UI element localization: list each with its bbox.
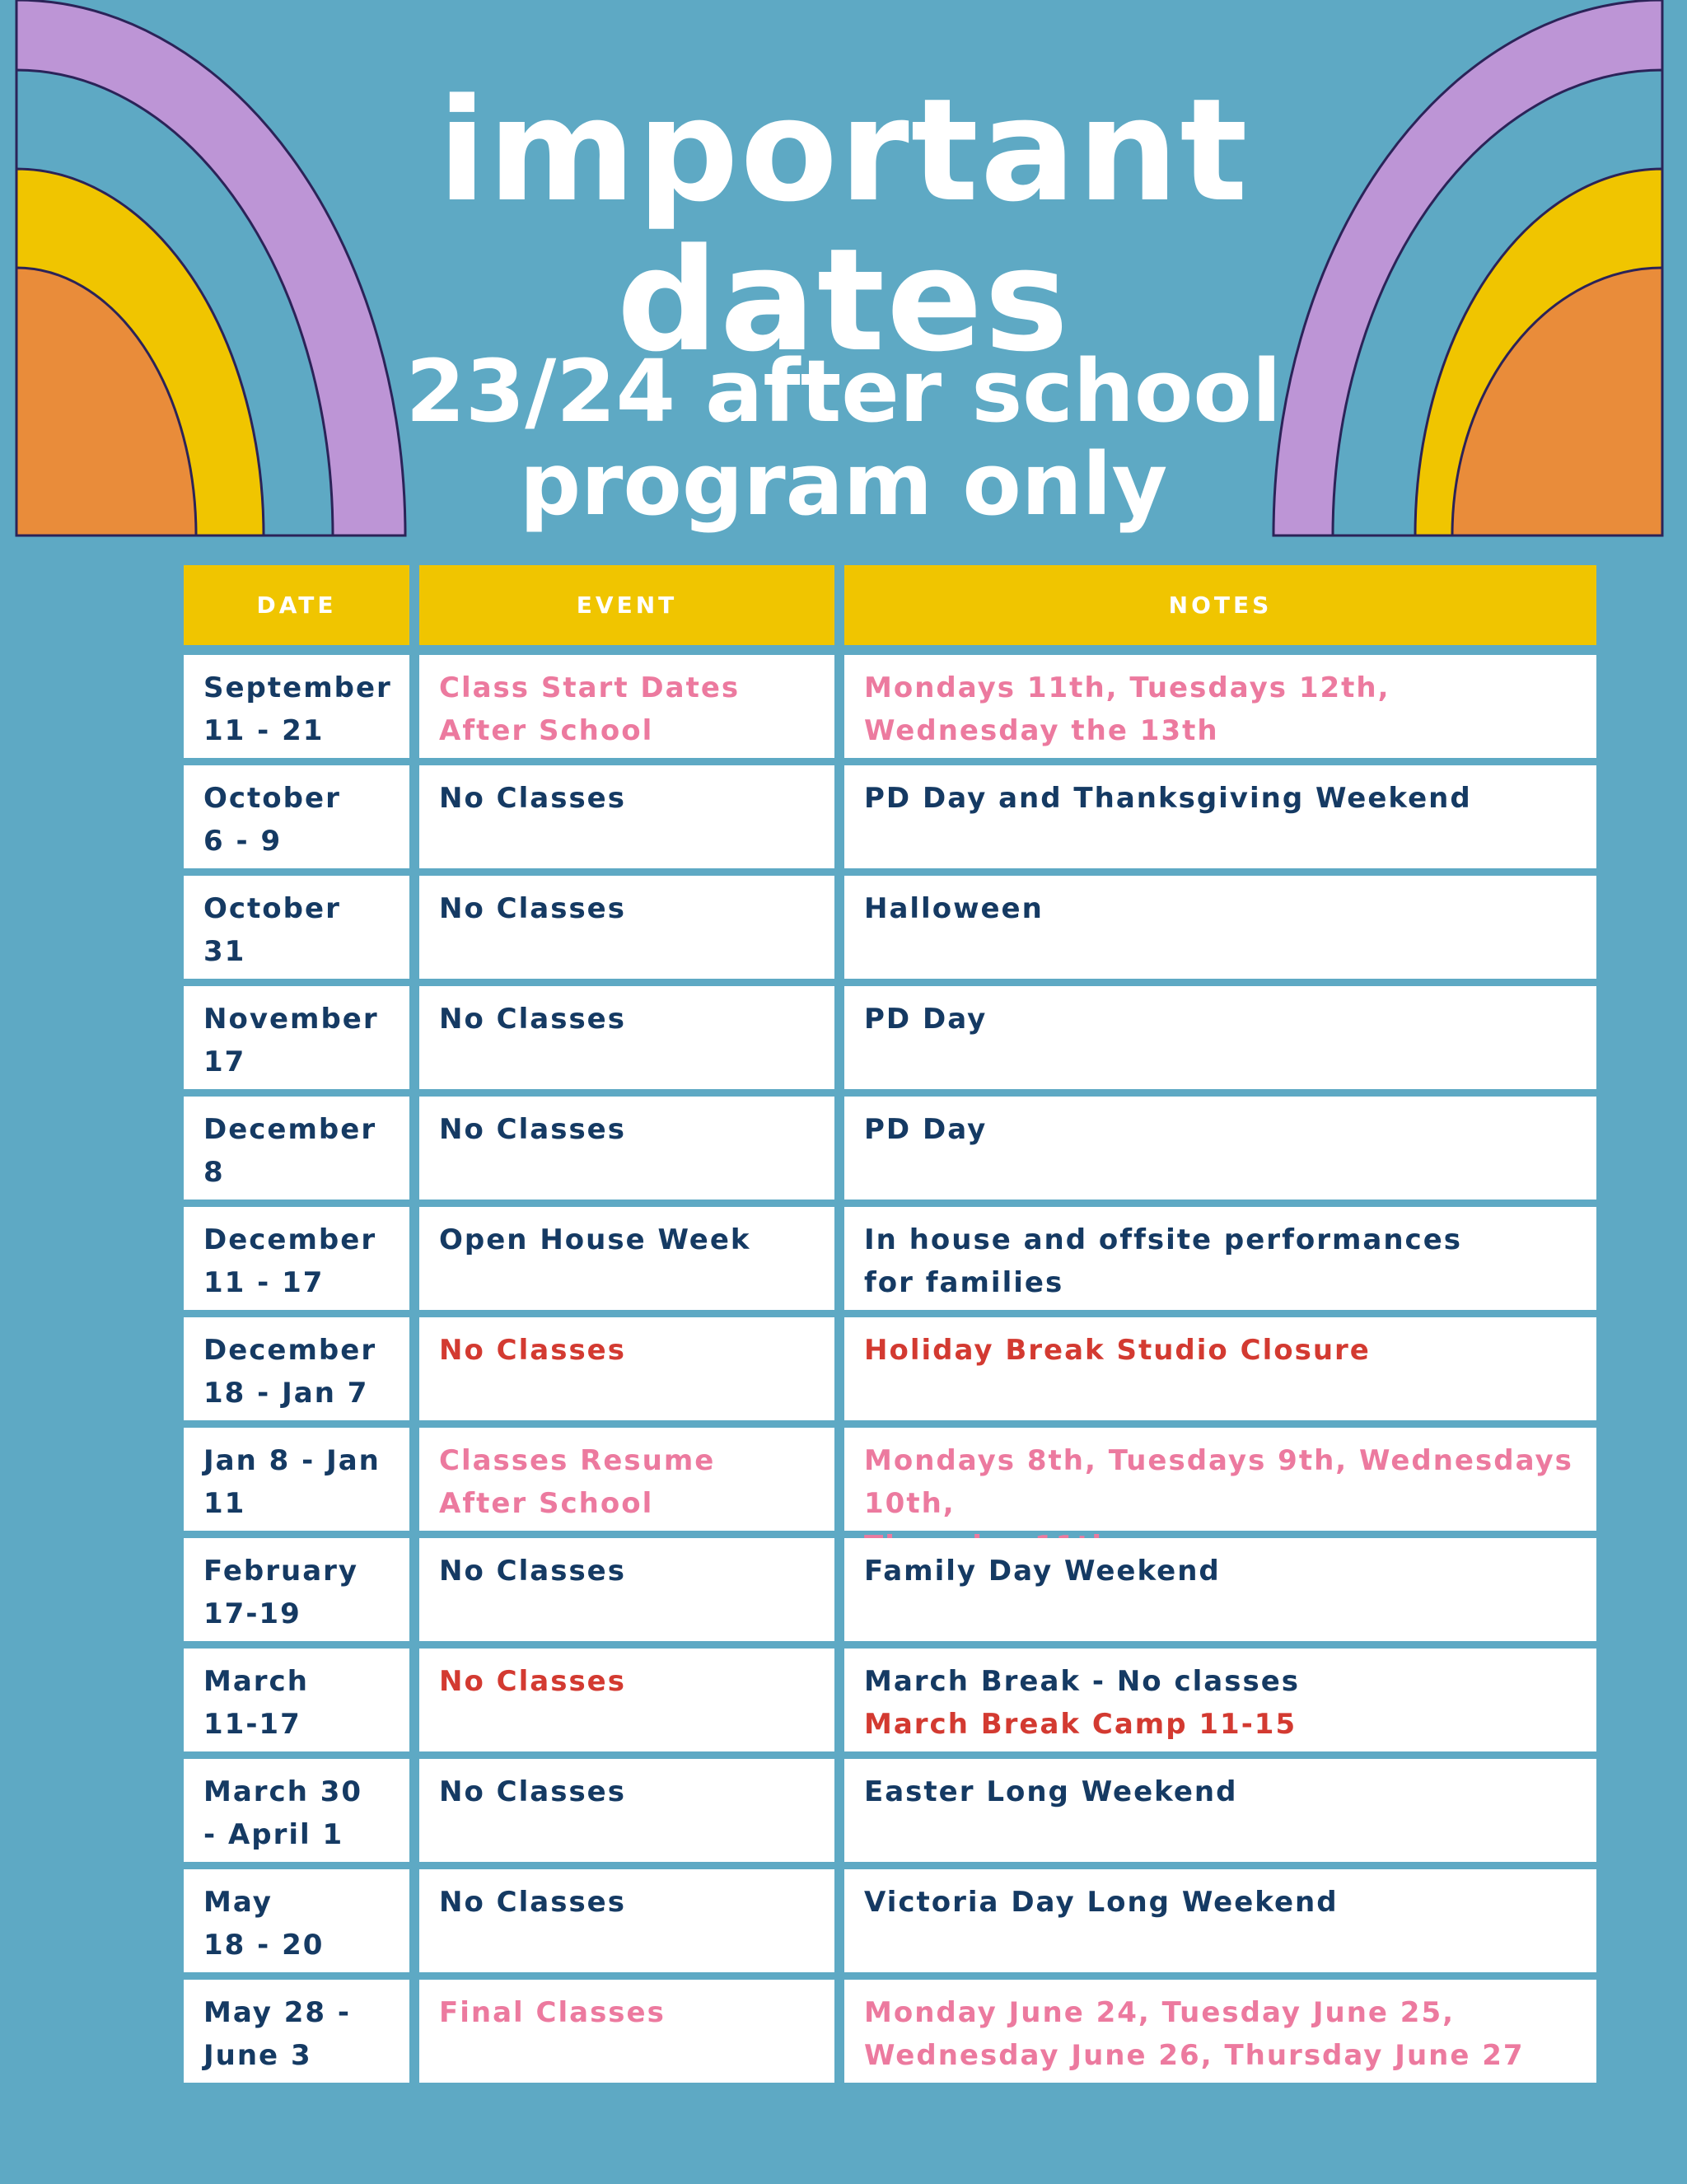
- notes-cell: PD Day: [844, 986, 1596, 1089]
- table-row: [184, 1317, 1596, 1420]
- table-row: [184, 1649, 1596, 1751]
- event-cell: No Classes: [419, 1649, 834, 1751]
- table-row: [184, 765, 1596, 868]
- table-row: [184, 1207, 1596, 1310]
- notes-cell: In house and offsite performances for families: [844, 1207, 1596, 1310]
- table-row: [184, 655, 1596, 758]
- header-event: EVENT: [419, 565, 834, 645]
- date-cell: October 6 - 9: [184, 765, 409, 868]
- event-cell: No Classes: [419, 1538, 834, 1641]
- table-row: [184, 1097, 1596, 1200]
- event-cell: No Classes: [419, 1869, 834, 1972]
- date-cell: October 31: [184, 876, 409, 979]
- table-header-row: [184, 565, 1596, 645]
- notes-camp-text: March Break Camp 11-15: [864, 1708, 1297, 1741]
- table-row: [184, 986, 1596, 1089]
- title-line-1: important: [437, 68, 1250, 233]
- notes-cell: PD Day and Thanksgiving Weekend: [844, 765, 1596, 868]
- date-cell: Jan 8 - Jan 11: [184, 1428, 409, 1531]
- event-cell: No Classes: [419, 876, 834, 979]
- header-date: DATE: [184, 565, 409, 645]
- notes-cell: Halloween: [844, 876, 1596, 979]
- date-cell: December 11 - 17: [184, 1207, 409, 1310]
- date-cell: November 17: [184, 986, 409, 1089]
- date-cell: September 11 - 21: [184, 655, 409, 758]
- title-line-2: dates: [616, 217, 1071, 383]
- notes-cell: Holiday Break Studio Closure: [844, 1317, 1596, 1420]
- subtitle-line-1: 23/24 after school: [405, 341, 1282, 442]
- notes-text: March Break - No classes: [864, 1665, 1300, 1698]
- event-cell: No Classes: [419, 765, 834, 868]
- event-cell: Open House Week: [419, 1207, 834, 1310]
- date-cell: December 8: [184, 1097, 409, 1200]
- notes-cell: Family Day Weekend: [844, 1538, 1596, 1641]
- event-cell: No Classes: [419, 1097, 834, 1200]
- event-cell: No Classes: [419, 986, 834, 1089]
- notes-cell: Mondays 11th, Tuesdays 12th, Wednesday the 13th: [844, 655, 1596, 758]
- dates-table: [184, 565, 1596, 2090]
- event-cell: No Classes: [419, 1759, 834, 1862]
- notes-cell: Mondays 8th, Tuesdays 9th, Wednesdays 10th,: [844, 1428, 1596, 1531]
- notes-cell: [844, 1649, 1596, 1751]
- subtitle-line-2: program only: [519, 434, 1168, 535]
- table-row: [184, 1869, 1596, 1972]
- notes-cell: Easter Long Weekend: [844, 1759, 1596, 1862]
- date-cell: May 18 - 20: [184, 1869, 409, 1972]
- table-row: [184, 1428, 1596, 1531]
- notes-cell: Victoria Day Long Weekend: [844, 1869, 1596, 1972]
- event-cell: Classes Resume After School: [419, 1428, 834, 1531]
- table-row: [184, 1980, 1596, 2083]
- notes-cell: Monday June 24, Tuesday June 25, Wednesday June 26, Thursday June 27: [844, 1980, 1596, 2083]
- header-notes: NOTES: [844, 565, 1596, 645]
- event-cell: Final Classes: [419, 1980, 834, 2083]
- notes-cell: PD Day: [844, 1097, 1596, 1200]
- event-cell: No Classes: [419, 1317, 834, 1420]
- table-row: [184, 1759, 1596, 1862]
- date-cell: February 17-19: [184, 1538, 409, 1641]
- event-cell: Class Start Dates After School: [419, 655, 834, 758]
- table-row: [184, 1538, 1596, 1641]
- table-row: [184, 876, 1596, 979]
- date-cell: December 18 - Jan 7: [184, 1317, 409, 1420]
- date-cell: March 11-17: [184, 1649, 409, 1751]
- date-cell: May 28 - June 3: [184, 1980, 409, 2083]
- date-cell: March 30 - April 1: [184, 1759, 409, 1862]
